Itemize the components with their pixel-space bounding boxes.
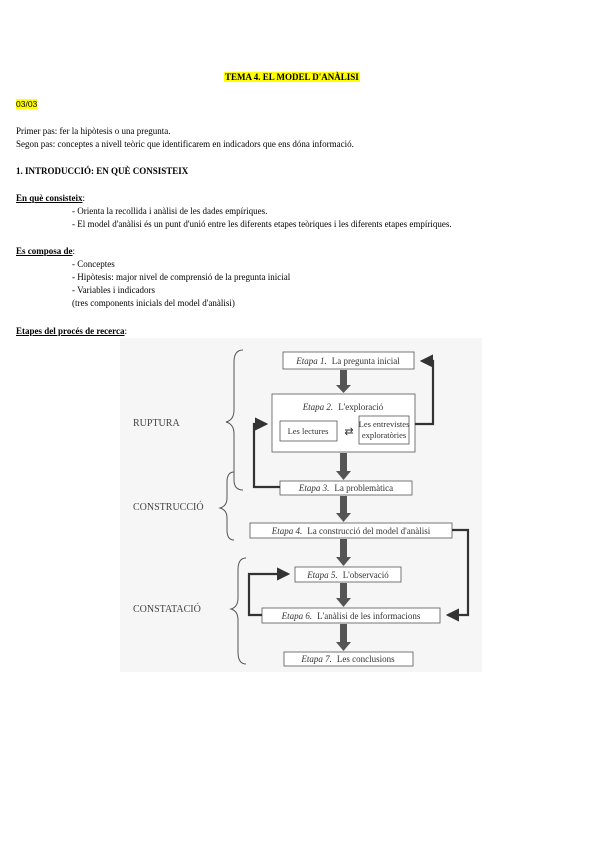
stage-5-label: Etapa 5. xyxy=(307,570,338,580)
stage-2-label: Etapa 2. xyxy=(302,402,334,412)
stages-label: Etapes del procés de recerca xyxy=(16,326,125,336)
stage-3-text: La problemàtica xyxy=(334,483,394,493)
consists-item-1: - Orienta la recollida i anàlisi de les dades empíriques. xyxy=(72,206,268,216)
consists-label: En què consisteix xyxy=(16,193,83,203)
stage-3 xyxy=(298,483,393,493)
sub-entrevistes-1: Les entrevistes xyxy=(358,419,410,429)
stage-4 xyxy=(271,526,431,536)
consists-heading: En què consisteix: xyxy=(16,193,86,203)
stage-1-text: La pregunta inicial xyxy=(331,356,400,366)
stage-7 xyxy=(300,654,395,664)
phase-construccio: CONSTRUCCIÓ xyxy=(133,502,204,513)
consists-item-2: - El model d'anàlisi és un punt d'unió entre les diferents etapes teòriques i les diferents etapes empíriques. xyxy=(72,219,452,229)
stage-2-text: L'exploració xyxy=(338,402,384,412)
stage-7-text: Les conclusions xyxy=(336,654,395,664)
intro-line-2: Segon pas: conceptes a nivell teòric que identificarem en indicadors que ens dóna informació. xyxy=(16,139,354,149)
stage-6-label: Etapa 6. xyxy=(281,611,313,621)
stage-5-text: L'observació xyxy=(342,570,389,580)
sub-lectures: Les lectures xyxy=(287,426,329,436)
exchange-arrow: ⇄ xyxy=(344,426,354,438)
stage-5 xyxy=(306,570,389,580)
stage-2 xyxy=(302,402,384,412)
stage-6 xyxy=(281,611,421,621)
date-text: 03/03 xyxy=(16,99,38,109)
phase-ruptura: RUPTURA xyxy=(133,418,180,429)
title-text: TEMA 4. EL MODEL D'ANÀLISI xyxy=(225,72,359,82)
section-heading: 1. INTRODUCCIÓ: EN QUÈ CONSISTEIX xyxy=(16,166,189,176)
intro-line-1: Primer pas: fer la hipòtesis o una pregunta. xyxy=(16,126,171,136)
stage-1-label: Etapa 1. xyxy=(296,356,327,366)
stage-4-label: Etapa 4. xyxy=(271,526,303,536)
stage-6-text: L'anàlisi de les informacions xyxy=(317,611,421,621)
stage-7-label: Etapa 7. xyxy=(301,654,332,664)
stages-heading: Etapes del procés de recerca: xyxy=(16,326,127,336)
composed-note: (tres components inicials del model d'anàlisi) xyxy=(72,298,235,308)
composed-item-3: - Variables i indicadors xyxy=(72,285,156,295)
stage-3-label: Etapa 3. xyxy=(298,483,330,493)
phase-constatacio: CONSTATACIÓ xyxy=(133,604,201,615)
composed-heading: Es composa de: xyxy=(16,246,76,256)
sub-entrevistes-2: exploratòries xyxy=(361,430,407,440)
composed-item-1: - Conceptes xyxy=(72,259,115,269)
stage-4-text: La construcció del model d'anàlisi xyxy=(307,526,431,536)
composed-item-2: - Hipòtesis: major nivel de comprensió de la pregunta inicial xyxy=(72,272,291,282)
stage-1 xyxy=(295,356,400,366)
composed-label: Es composa de xyxy=(16,246,73,256)
